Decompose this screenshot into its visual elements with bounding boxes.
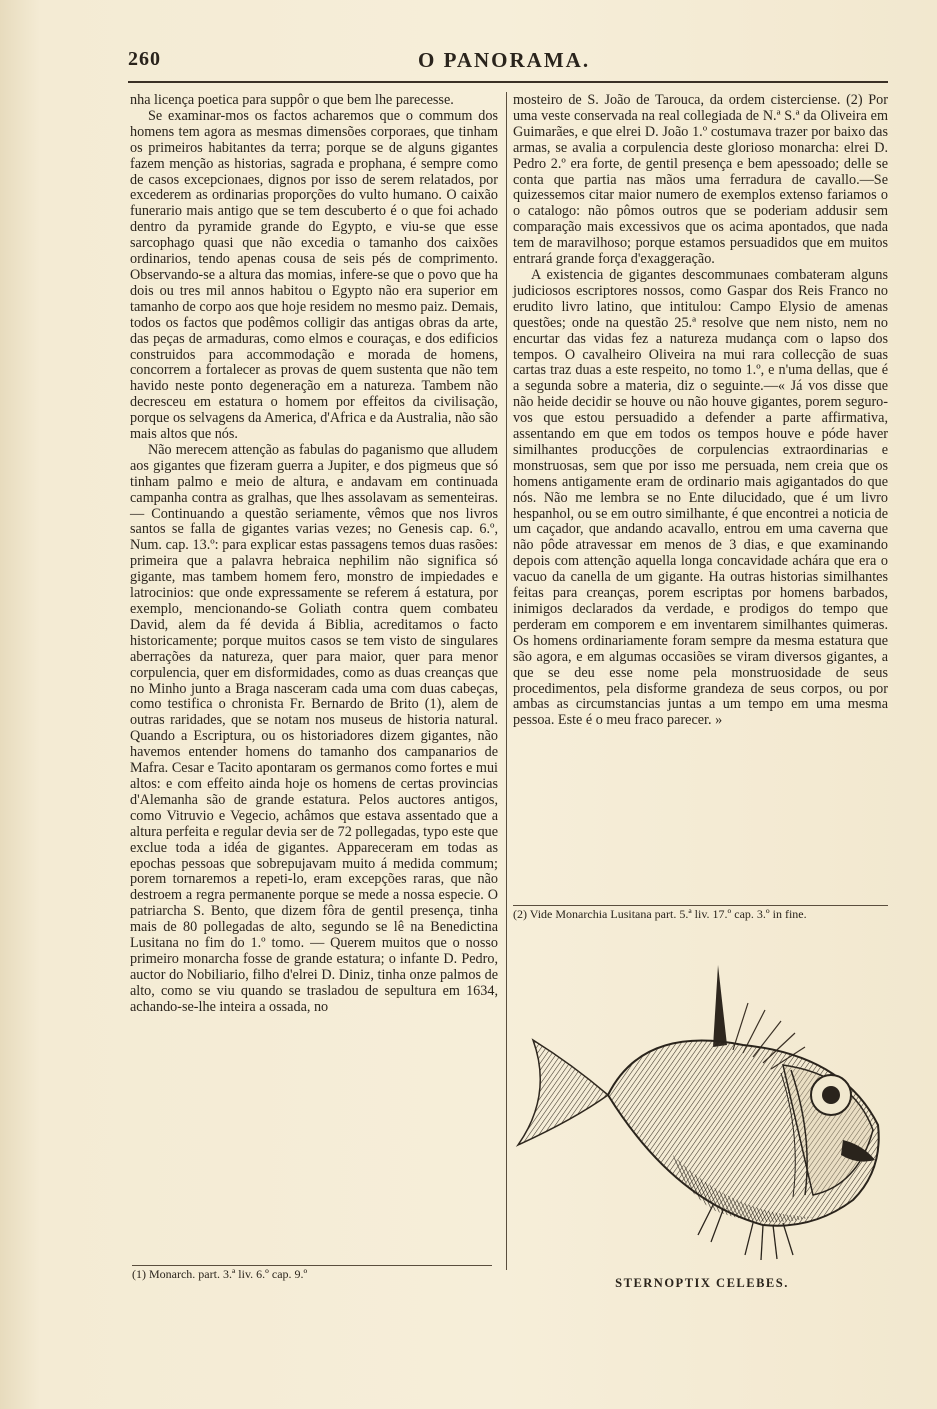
paragraph-right-1: A existencia de gigantes descommunaes combateram alguns judiciosos escriptores nossos, como Gaspar dos Reis Franco no erudito livro latino, que intitulou: Campo Elysio de amenas questões; onde na questão 25.ª resolve que nem nisto, nem no encurtar das vidas fez a natureza mudança com o lapso dos tempos. O cavalheiro Oliveira na mui rara collecção de suas cartas traz duas a este respeito, no tomo 1.º, e n'uma dellas, que é a segunda sobre a materia, diz o seguinte.—« Já vos disse que não heide decidir se houve ou não houve gigantes, porem seguro-vos que estou persuadido a defender a parte affirmativa, assentando em que em todos os tempos houve e póde haver similhantes producções de corpulencias extraordinarias e monstruosas, sem que por isso me persuada, nem creia que os homens antigamente eram de ordinario mais agigantados do que nós. Não me lembra se no Ente dilucidado, que é um livro hespanhol, ou se em outro similhante, é que encontrei a noticia de um caçador, que andando acavallo, entrou em uma caverna que não pôde atravessar em menos de 3 dias, e que examinando depois com attenção aquella longa concavidade achára que era o vacuo da canella de um gigante. Ha outras historias similhantes feitas para creanças, porem escriptas por homens barbados, inimigos declarados da verdade, e prodigos do tempo que perderam em comporem e em inventarem similhantes quimeras. Os homens ordinariamente foram sempre da mesma estatura que são agora, e em algumas occasiões se viram diversos gigantes, a que se deu esse nome pela monstruosidade de seus procedimentos, pela disforme grandeza de seus corpos, ou por ambas as circumstancias juntas a um tempo em uma mesma pessoa. Este é o meu fraco parecer. » [513,266,888,729]
right-column [513,93,888,729]
column-divider [506,92,507,1270]
paragraph-left-1: Se examinar-mos os factos acharemos que o commum dos homens tem agora as mesmas dimensões corporaes, que tinham os primeiros habitantes da terra; porque se de alguns gigantes fazem menção as historias, sagrada e prophana, é sempre como de casos excepcionaes, dignos por isso de serem relatados, por excederem as ordinarias proporções do vulto humano. O caixão funerario mais antigo que se tem descuberto é o que foi achado dentro da pyramide grande do Egypto, e viu-se que esse sarcophago quasi que não excedia o tamanho dos caixões ordinarios, tendo apenas cousa de seis pés de comprimento. Observando-se a altura das momias, infere-se que o povo que ha dois ou tres mil annos habitou o Egypto não era superior em tamanho de corpo aos que hoje residem no mesmo paiz. Demais, todos os factos que podêmos colligir das antigas obras da arte, das peças de armaduras, como elmos e couraças, e dos edificios construidos para accommodação e morada de homens, concorrem a fortalecer as provas de quem sustenta que não tem havido neste ponto degeneração em a natureza. Tambem não decresceu em estatura o homem por effeitos da civilisação, porque os selvagens da America, d'Africa e da Australia, não são mais altos que nós. [130,107,498,443]
paragraph-right-0: mosteiro de S. João de Tarouca, da ordem cisterciense. (2) Por uma veste conservada na real collegiada de N.ª S.ª da Oliveira em Guimarães, e que elrei D. João 1.º costumava trazer por baixo das armas, se avalia a corpulencia deste glorioso monarcha: elrei D. Pedro 2.º era forte, de gentil presença e bem apessoado; delle se conta que partia nas mãos uma ferradura de cavallo.—Se quizessemos citar maior numero de exemplos extenso fariamos o o catalogo: não pômos outros que se poderiam addusir sem comparação mais excessivos que os acima apontados, que nada tem de maravilhoso; porque estamos persuadidos que em muitos entrará grande força d'exaggeração. [513,92,888,268]
paragraph-left-2: Não merecem attenção as fabulas do paganismo que alludem aos gigantes que fizeram guerra a Jupiter, e dos pigmeus que só tinham palmo e meio de altura, e andavam em continuada campanha contra as gralhas, que lhes assolavam as sementeiras. — Continuando a questão seriamente, vêmos que nos livros santos se falla de gigantes varias vezes; no Genesis cap. 6.º, Num. cap. 13.º: para explicar estas passagens temos duas rasões: primeira que a palavra hebraica nephilim não significa só gigante, mas tambem homem fero, monstro de impiedades e latrocinios: que onde expressamente se referem á estatura, por exemplo, mencionando-se Goliath contra quem combateu David, alem da fé devida á Biblia, acreditamos o facto historicamente; porque muitos casos se tem visto de singulares aberrações da natureza, quer para maior, quer para menor corpulencia, quer em disformidades, como as duas creanças que no Minho junto a Braga nasceram cada uma com duas cabeças, como testifica o chronista Fr. Bernardo de Brito (1), alem de outras raridades, que se notam nos museus de historia natural. Quando a Escriptura, ou os historiadores dizem gigantes, não havemos entender homens do tamanho dos campanarios de Mafra. Cesar e Tacito apontaram os germanos como fortes e mui altos: e com effeito ainda hoje os homens de certas provincias d'Alemanha são de grande estatura. Pelos auctores antigos, como Vitruvio e Vegecio, achâmos que estava assentado que a altura perfeita e regular devia ser de 72 pollegadas, typo este que exclue toda a idéa de gigantes. Appareceram em todas as epochas pessoas que sobrepujavam muito á medida commum; porem tornaremos a repeti-lo, eram excepções raras, que não destroem a regra permanente porque se mede a nossa especie. O patriarcha S. Bento, que dizem fôra de gentil presença, tinha mais de 80 pollegadas de alto, segundo se lê na Benedictina Lusitana no fim do 1.º tomo. — Querem muitos que o nosso primeiro monarcha fosse de grande estatura; o infante D. Pedro, auctor do Nobiliario, filho d'elrei D. Diniz, tinha onze palmos de alto, como se viu quando se trasladou de sepultura em 1634, achando-se-lhe inteira a ossada, no [130,441,498,1015]
footnote-right: (2) Vide Monarchia Lusitana part. 5.ª liv. 17.º cap. 3.º in fine. [513,907,807,921]
footnote-left: (1) Monarch. part. 3.ª liv. 6.º cap. 9.º [132,1267,308,1281]
footnote-rule-right [513,905,888,906]
footnote-rule-left [132,1265,492,1266]
running-title: O PANORAMA. [418,48,591,72]
page-number: 260 [128,48,161,70]
figure-caption: STERNOPTIX CELEBES. [615,1276,789,1290]
left-column [130,93,498,1016]
fish-illustration [513,955,893,1275]
header-rule [128,81,888,83]
paragraph-left-0: nha licença poetica para suppôr o que bem lhe parecesse. [130,92,454,108]
page-header [128,48,888,78]
fish-engraving-icon [513,955,893,1275]
